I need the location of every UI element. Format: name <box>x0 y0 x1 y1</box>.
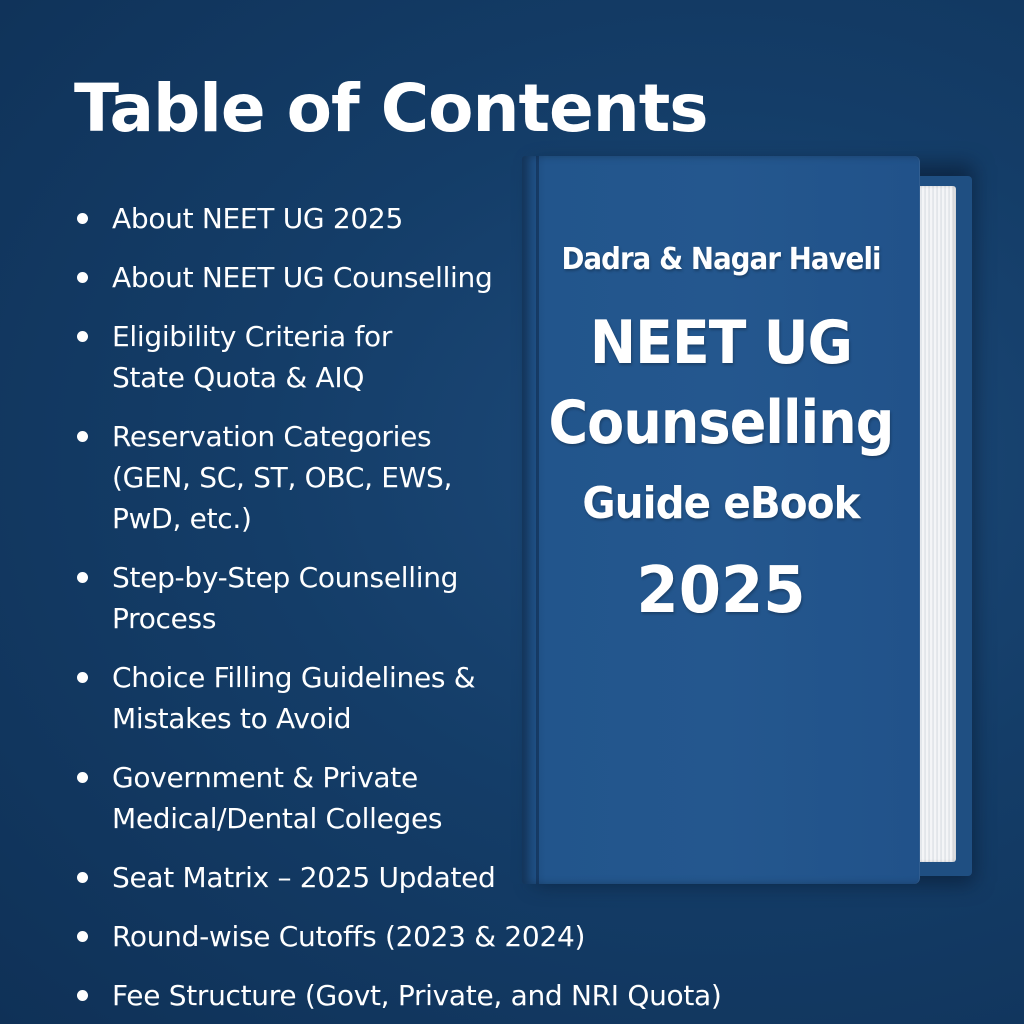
book-pages <box>918 186 956 862</box>
toc-item-label: State Quota & AIQ <box>112 361 365 394</box>
toc-item-label: Fee Structure (Govt, Private, and NRI Quota) <box>112 979 722 1012</box>
toc-item-colleges <box>74 757 524 839</box>
toc-item-choice-filling <box>74 657 524 739</box>
toc-item-label: About NEET UG 2025 <box>112 202 403 235</box>
toc-item-label: Seat Matrix – 2025 Updated <box>112 861 496 894</box>
book-region: Dadra & Nagar Haveli <box>561 242 881 277</box>
book-title-line1: NEET UG <box>589 308 853 378</box>
toc-item-label: PwD, etc.) <box>112 502 252 535</box>
toc-item-label: Step-by-Step Counselling <box>112 561 459 594</box>
toc-item-process <box>74 557 524 639</box>
bullet-icon <box>77 931 88 942</box>
toc-item-label: Choice Filling Guidelines & <box>112 661 476 694</box>
toc-item-label: About NEET UG Counselling <box>112 261 493 294</box>
book-front-cover <box>522 156 920 884</box>
toc-item-label: Mistakes to Avoid <box>112 702 352 735</box>
bullet-icon <box>77 331 88 342</box>
toc-item-cutoffs <box>74 916 586 957</box>
toc-item-label: (GEN, SC, ST, OBC, EWS, <box>112 461 453 494</box>
bullet-icon <box>77 213 88 224</box>
toc-item-label: Process <box>112 602 217 635</box>
toc-item-label: Government & Private <box>112 761 418 794</box>
toc-item-fee-structure <box>74 975 722 1016</box>
toc-item-label: Eligibility Criteria for <box>112 320 393 353</box>
toc-item-about-counselling <box>74 257 524 298</box>
bullet-icon <box>77 772 88 783</box>
toc-item-label: Medical/Dental Colleges <box>112 802 443 835</box>
book-year: 2025 <box>636 554 806 628</box>
bullet-icon <box>77 990 88 1001</box>
bullet-icon <box>77 672 88 683</box>
bullet-icon <box>77 572 88 583</box>
bullet-icon <box>77 872 88 883</box>
toc-item-eligibility <box>74 316 524 398</box>
ebook-cover <box>522 156 972 884</box>
toc-item-label: Reservation Categories <box>112 420 432 453</box>
toc-item-seat-matrix <box>74 857 524 898</box>
toc-item-reservation <box>74 416 524 539</box>
book-subtitle: Guide eBook <box>582 478 860 529</box>
page-title: Table of Contents <box>74 70 708 147</box>
bullet-icon <box>77 272 88 283</box>
toc-item-about-neet <box>74 198 524 239</box>
toc-item-label: Round-wise Cutoffs (2023 & 2024) <box>112 920 586 953</box>
book-title-line2: Counselling <box>548 388 894 458</box>
bullet-icon <box>77 431 88 442</box>
